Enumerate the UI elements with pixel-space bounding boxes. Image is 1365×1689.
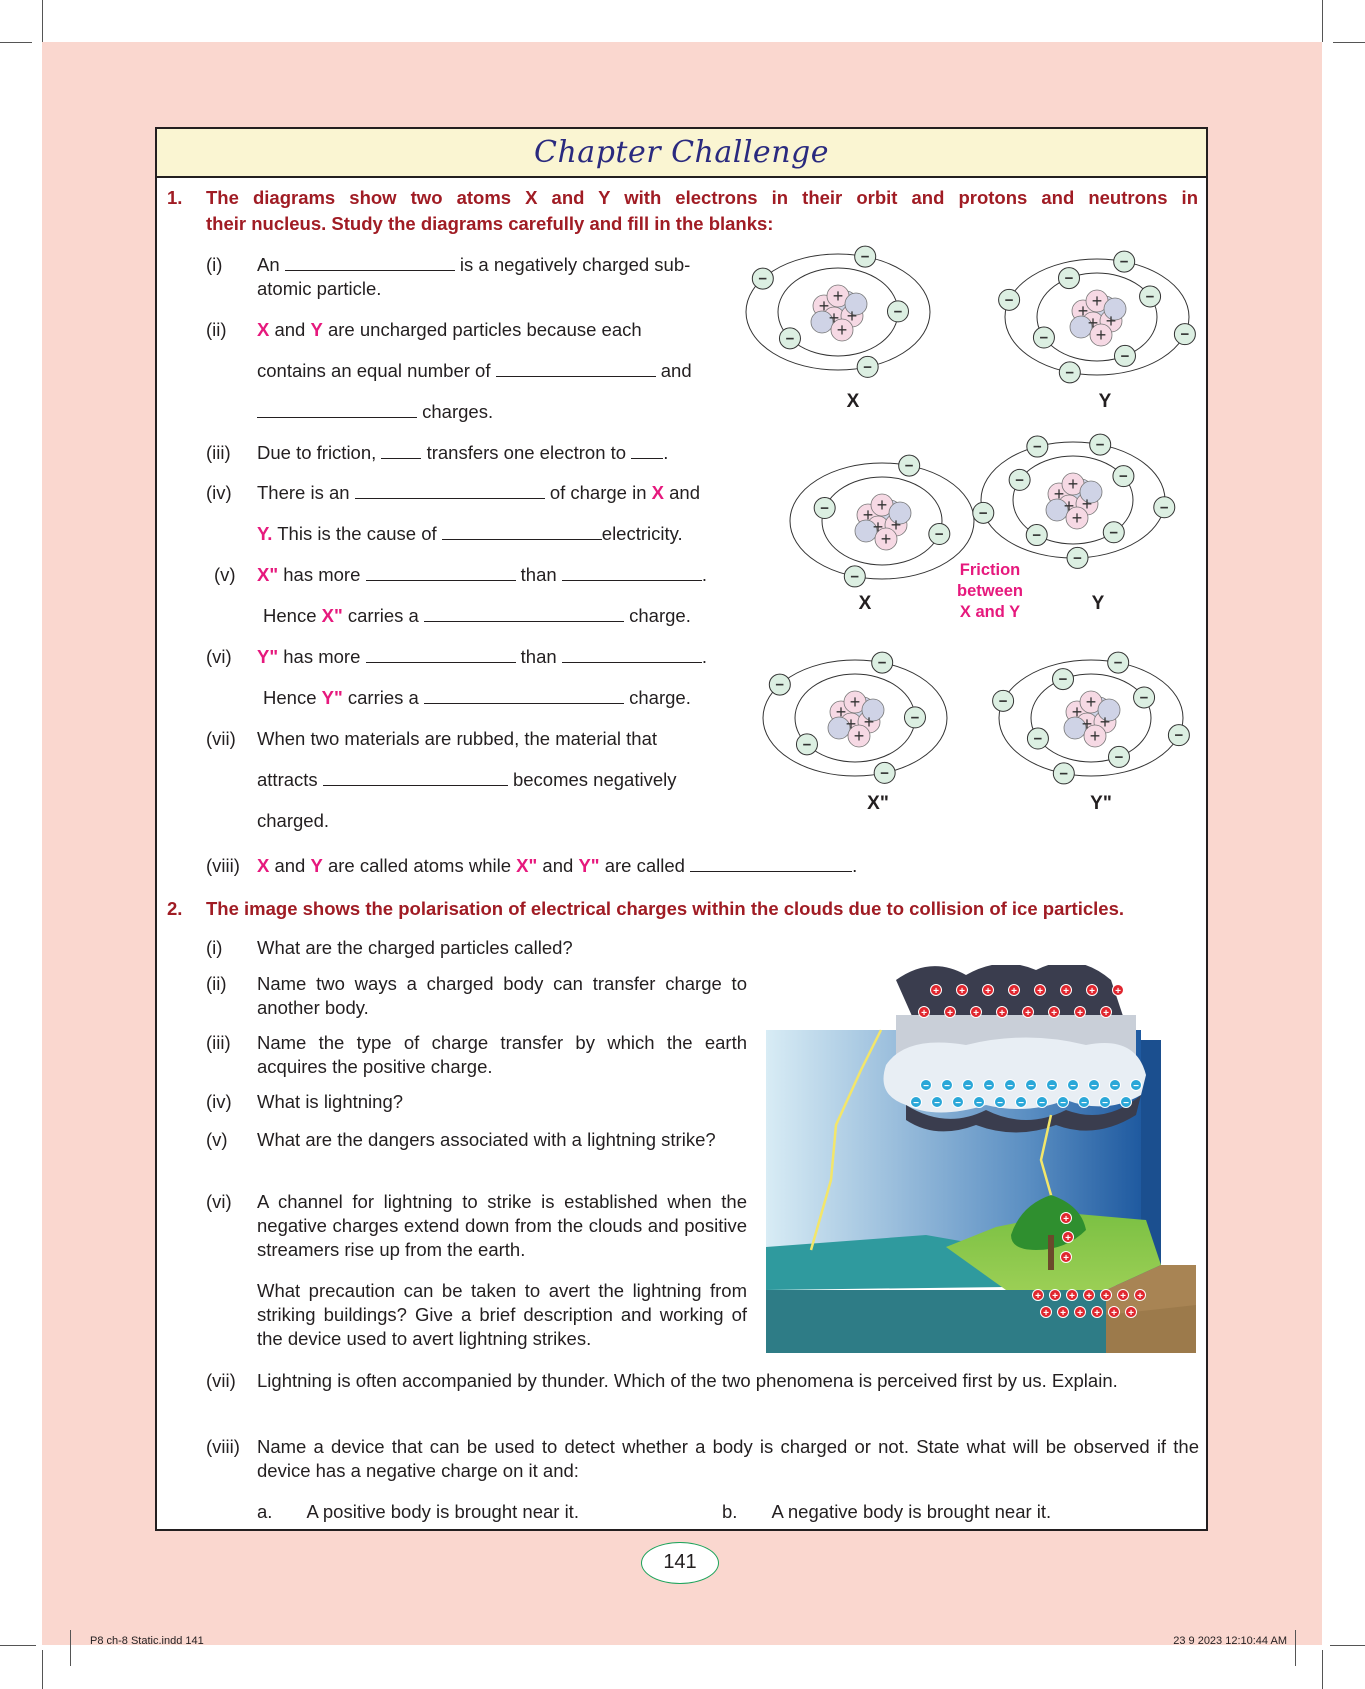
minus-icon: − (1070, 1081, 1076, 1092)
plus-icon: + (1051, 1008, 1057, 1019)
minus-icon: − (1032, 527, 1042, 545)
plus-icon: + (835, 702, 847, 722)
item-number: (iv) (206, 1091, 232, 1112)
q2-heading: The image shows the polarisation of electrical charges within the clouds due to collision of ice particles. (206, 898, 1125, 919)
plus-icon: + (1063, 1253, 1069, 1264)
plus-icon: + (1069, 1291, 1075, 1302)
crop-mark (70, 1630, 71, 1666)
minus-icon: − (1109, 524, 1119, 542)
q1-item-vii-line3: charged. (257, 810, 329, 831)
plus-icon: + (1087, 313, 1099, 333)
plus-icon: + (973, 1008, 979, 1019)
minus-icon: − (1102, 1098, 1108, 1109)
minus-icon: − (1123, 1098, 1129, 1109)
blank[interactable] (690, 854, 852, 872)
atom-label: Y" (1090, 793, 1112, 814)
q2-item-text: Name a device that can be used to detect whether a body is charged or not. State what will be observed if the device has a negative charge on it and: (257, 1436, 1199, 1481)
q1-item-iv-line2: Y. This is the cause of electricity. (257, 523, 683, 544)
minus-icon: − (1139, 689, 1149, 707)
minus-icon: − (1091, 1081, 1097, 1092)
minus-icon: − (1174, 727, 1184, 745)
q2-sub-b: b. A negative body is brought near it. (722, 1501, 1052, 1522)
minus-icon: − (1007, 1081, 1013, 1092)
minus-icon: − (863, 358, 873, 376)
minus-icon: − (1033, 730, 1043, 748)
item-number: (vii) (206, 728, 236, 749)
plus-icon: + (1137, 1291, 1143, 1302)
minus-icon: − (820, 499, 830, 517)
friction-label: Friction between X and Y (956, 561, 1024, 621)
q1-item-ii: X and Y are uncharged particles because each (257, 319, 642, 340)
minus-icon: − (997, 1098, 1003, 1109)
page-number: 141 (641, 1542, 719, 1584)
minus-icon: − (1058, 671, 1068, 689)
atom-diagrams (0, 0, 1365, 840)
minus-icon: − (978, 504, 988, 522)
plus-icon: + (880, 529, 892, 549)
plus-icon: + (872, 517, 884, 537)
q1-item-i-cont: atomic particle. (257, 278, 382, 299)
plus-icon: + (832, 286, 844, 306)
q1-item-vi: Y" has more than . (257, 646, 707, 667)
q1-item-v: X" has more than . (257, 564, 707, 585)
plus-icon: + (853, 726, 865, 746)
q1-item-v-line2: Hence X" carries a charge. (263, 605, 691, 626)
item-number: (ii) (206, 973, 227, 994)
atom-label: X (846, 391, 860, 412)
plus-icon: + (1115, 986, 1121, 997)
minus-icon: − (913, 1098, 919, 1109)
plus-icon: + (1077, 1308, 1083, 1319)
plus-icon: + (828, 308, 840, 328)
plus-icon: + (1091, 291, 1103, 311)
q2-item-text: Name two ways a charged body can transfer charge to another body. (257, 973, 747, 1018)
plus-icon: + (985, 986, 991, 997)
plus-icon: + (1105, 311, 1117, 331)
q2-item-text-cont: What precaution can be taken to avert the lightning from striking buildings? Give a brief description and working of the device used to avert lightning strikes. (257, 1280, 747, 1349)
q1-item-vii: When two materials are rubbed, the material that (257, 728, 657, 749)
plus-icon: + (1053, 484, 1065, 504)
minus-icon: − (923, 1081, 929, 1092)
q2-sub-a: a. A positive body is brought near it. (257, 1501, 579, 1522)
minus-icon: − (1073, 549, 1082, 567)
minus-icon: − (1028, 1081, 1034, 1092)
plus-icon: + (876, 495, 888, 515)
minus-icon: − (775, 676, 785, 694)
minus-icon: − (944, 1081, 950, 1092)
plus-icon: + (1128, 1308, 1134, 1319)
plus-icon: + (1071, 702, 1083, 722)
minus-icon: − (1133, 1081, 1139, 1092)
q2-item-text: Name the type of charge transfer by which the earth acquires the positive charge. (257, 1032, 747, 1077)
atom-label: X" (867, 793, 889, 814)
plus-icon: + (1063, 1214, 1069, 1225)
q1-item-iii: Due to friction, transfers one electron to . (257, 442, 669, 463)
minus-icon: − (955, 1098, 961, 1109)
minus-icon: − (1049, 1081, 1055, 1092)
q1-item-viii: X and Y are called atoms while X" and Y" are called . (257, 855, 858, 876)
item-number: (iv) (206, 482, 232, 503)
minus-icon: − (860, 248, 870, 266)
plus-icon: + (1081, 494, 1093, 514)
plus-icon: + (1063, 986, 1069, 997)
plus-icon: + (1086, 1291, 1092, 1302)
minus-icon: − (1081, 1098, 1087, 1109)
minus-icon: − (998, 692, 1008, 710)
q2-item-text: Lightning is often accompanied by thunder. Which of the two phenomena is perceived first by us. Explain. (257, 1370, 1118, 1391)
item-number: (vii) (206, 1370, 236, 1391)
plus-icon: + (890, 515, 902, 535)
plus-icon: + (1063, 496, 1075, 516)
lightning-cloud-illustration (766, 965, 1196, 1353)
plus-icon: + (1067, 474, 1079, 494)
plus-icon: + (921, 1008, 927, 1019)
plus-icon: + (1081, 714, 1093, 734)
minus-icon: − (1113, 654, 1123, 672)
minus-icon: − (1004, 291, 1014, 309)
plus-icon: + (1103, 1008, 1109, 1019)
q1-item-ii-line2: contains an equal number of and (257, 360, 692, 381)
minus-icon: − (1119, 253, 1129, 271)
plus-icon: + (1111, 1308, 1117, 1319)
minus-icon: − (910, 709, 920, 727)
atom-label: Y (1091, 593, 1105, 614)
plus-icon: + (1011, 986, 1017, 997)
q1-item-vii-line2: attracts becomes negatively (257, 769, 677, 790)
plus-icon: + (959, 986, 965, 997)
minus-icon: − (1095, 436, 1105, 454)
plus-icon: + (1120, 1291, 1126, 1302)
item-number: (v) (206, 1129, 228, 1150)
atom-label: Y (1098, 391, 1112, 412)
minus-icon: − (893, 303, 903, 321)
q1-item-i: An is a negatively charged sub- (257, 254, 691, 275)
minus-icon: − (1064, 270, 1074, 288)
minus-icon: − (934, 1098, 940, 1109)
plus-icon: + (1025, 1008, 1031, 1019)
atom-label: X (858, 593, 872, 614)
plus-icon: + (846, 306, 858, 326)
minus-icon: − (880, 764, 890, 782)
plus-icon: + (1094, 1308, 1100, 1319)
minus-icon: − (934, 526, 944, 544)
crop-mark (1330, 1645, 1365, 1646)
minus-icon: − (1039, 1098, 1045, 1109)
minus-icon: − (1060, 1098, 1066, 1109)
minus-icon: − (965, 1081, 971, 1092)
q2-item-text: What are the dangers associated with a lightning strike? (257, 1129, 716, 1150)
minus-icon: − (1018, 1098, 1024, 1109)
plus-icon: + (1089, 986, 1095, 997)
plus-icon: + (845, 714, 857, 734)
item-number: (viii) (206, 855, 240, 876)
crop-mark (42, 1650, 43, 1689)
minus-icon: − (1065, 364, 1075, 382)
minus-icon: − (904, 457, 914, 475)
plus-icon: + (1077, 301, 1089, 321)
minus-icon: − (1015, 471, 1025, 489)
q1-item-ii-line3: charges. (257, 400, 493, 424)
minus-icon: − (785, 330, 795, 348)
item-number: (v) (214, 564, 236, 585)
minus-icon: − (1120, 347, 1130, 365)
plus-icon: + (1052, 1291, 1058, 1302)
footer-file-info: P8 ch-8 Static.indd 141 (90, 1635, 204, 1647)
q1-item-vi-line2: Hence Y" carries a charge. (263, 687, 691, 708)
minus-icon: − (976, 1098, 982, 1109)
plus-icon: + (999, 1008, 1005, 1019)
plus-icon: + (1085, 692, 1097, 712)
crop-mark (1295, 1630, 1296, 1666)
plus-icon: + (1095, 325, 1107, 345)
plus-icon: + (1060, 1308, 1066, 1319)
item-number: (viii) (206, 1436, 240, 1457)
q1-heading-line2: their nucleus. Study the diagrams carefully and fill in the blanks: (206, 213, 774, 234)
q1-item-iv: There is an of charge in X and (257, 482, 701, 503)
minus-icon: − (1180, 326, 1190, 344)
minus-icon: − (986, 1081, 992, 1092)
q1-heading-line1: The diagrams show two atoms X and Y with electrons in their orbit and protons and neutrons in (206, 187, 1198, 208)
q2-item-text: A channel for lightning to strike is established when the negative charges extend down from the clouds and positive streamers rise up from the earth. (257, 1191, 747, 1260)
plus-icon: + (1065, 1233, 1071, 1244)
plus-icon: + (849, 692, 861, 712)
minus-icon: − (1159, 499, 1169, 517)
crop-mark (1322, 1650, 1323, 1689)
minus-icon: − (1032, 438, 1042, 456)
item-number: (vi) (206, 646, 232, 667)
crop-mark (0, 1645, 36, 1646)
plus-icon: + (933, 986, 939, 997)
orbits-layer (746, 254, 1189, 776)
plus-icon: + (947, 1008, 953, 1019)
plus-icon: + (863, 712, 875, 732)
minus-icon: − (1119, 468, 1128, 486)
item-number: (iii) (206, 442, 231, 463)
item-number: (iii) (206, 1032, 231, 1053)
plus-icon: + (1099, 712, 1111, 732)
plus-icon: + (1043, 1308, 1049, 1319)
plus-icon: + (1077, 1008, 1083, 1019)
q2-item-text: What are the charged particles called? (257, 937, 573, 958)
q1-number: 1. (167, 187, 183, 208)
footer-timestamp: 23 9 2023 12:10:44 AM (1173, 1635, 1287, 1647)
minus-icon: − (1114, 748, 1124, 766)
item-number: (vi) (206, 1191, 232, 1212)
minus-icon: − (758, 270, 768, 288)
plus-icon: + (818, 296, 830, 316)
plus-icon: + (1037, 986, 1043, 997)
minus-icon: − (1059, 765, 1069, 783)
minus-icon: − (850, 568, 860, 586)
minus-icon: − (802, 736, 812, 754)
plus-icon: + (1035, 1291, 1041, 1302)
minus-icon: − (1039, 329, 1049, 347)
minus-icon: − (1112, 1081, 1118, 1092)
plus-icon: + (1089, 726, 1101, 746)
q2-item-text: What is lightning? (257, 1091, 404, 1112)
minus-icon: − (1145, 288, 1155, 306)
q2-number: 2. (167, 898, 183, 919)
plus-icon: + (862, 505, 874, 525)
item-number: (i) (206, 937, 223, 958)
plus-icon: + (836, 320, 848, 340)
plus-icon: + (1071, 508, 1083, 528)
page-title: Chapter Challenge (534, 135, 829, 170)
item-number: (ii) (206, 319, 227, 340)
item-number: (i) (206, 254, 223, 275)
minus-icon: − (877, 654, 887, 672)
plus-icon: + (1103, 1291, 1109, 1302)
